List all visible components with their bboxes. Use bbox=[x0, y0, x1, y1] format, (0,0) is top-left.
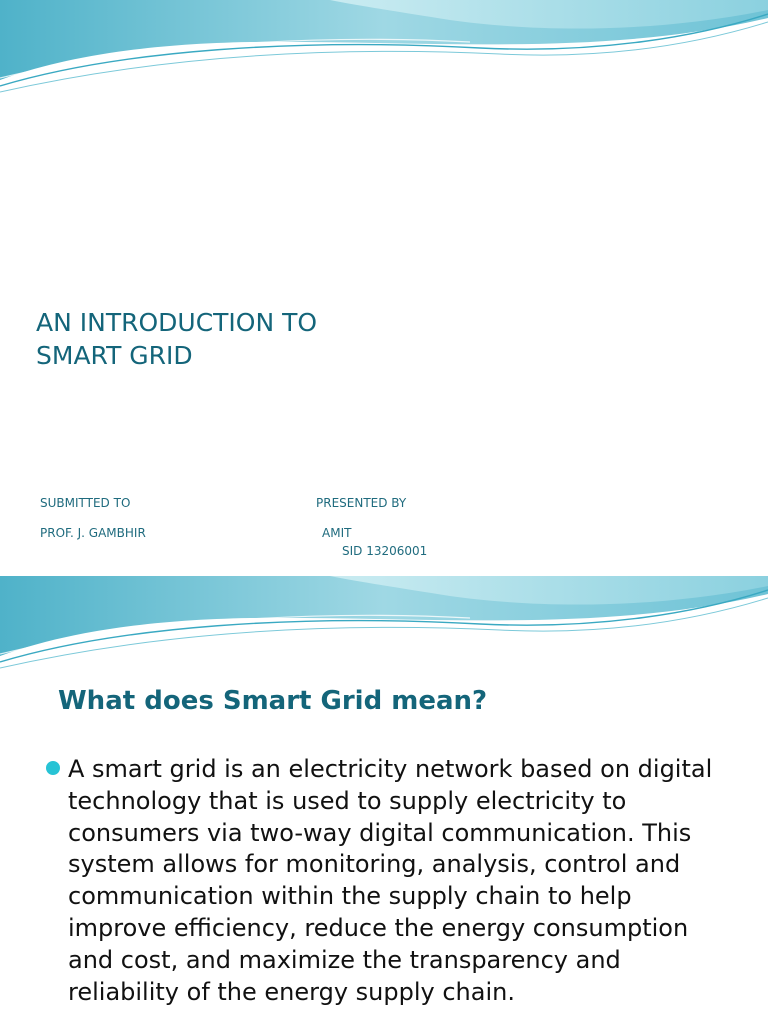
presented-name: AMIT bbox=[322, 526, 352, 540]
title-line-1: AN INTRODUCTION TO bbox=[36, 308, 318, 337]
slide-definition bbox=[0, 576, 768, 1024]
presented-label: PRESENTED BY bbox=[316, 496, 407, 510]
presentation-title bbox=[36, 306, 317, 372]
presented-id: SID 13206001 bbox=[342, 544, 428, 558]
slide-heading: What does Smart Grid mean? bbox=[58, 686, 488, 716]
wave-header-decoration bbox=[0, 0, 768, 100]
wave-header-decoration bbox=[0, 576, 768, 676]
bullet-item bbox=[46, 754, 736, 1008]
submitted-name: PROF. J. GAMBHIR bbox=[40, 526, 146, 540]
bullet-text: A smart grid is an electricity network based on digital technology that is used to supply electricity to consumers via two-way digital communication. This system allows for monitoring, analysis, control and communication within the supply chain to help improve efficiency, reduce the energy consumption and cost, and maximize the transparency and reliability of the energy supply chain. bbox=[68, 755, 713, 1006]
bullet-dot-icon bbox=[46, 761, 60, 775]
title-line-2: SMART GRID bbox=[36, 341, 193, 370]
submitted-label: SUBMITTED TO bbox=[40, 496, 131, 510]
